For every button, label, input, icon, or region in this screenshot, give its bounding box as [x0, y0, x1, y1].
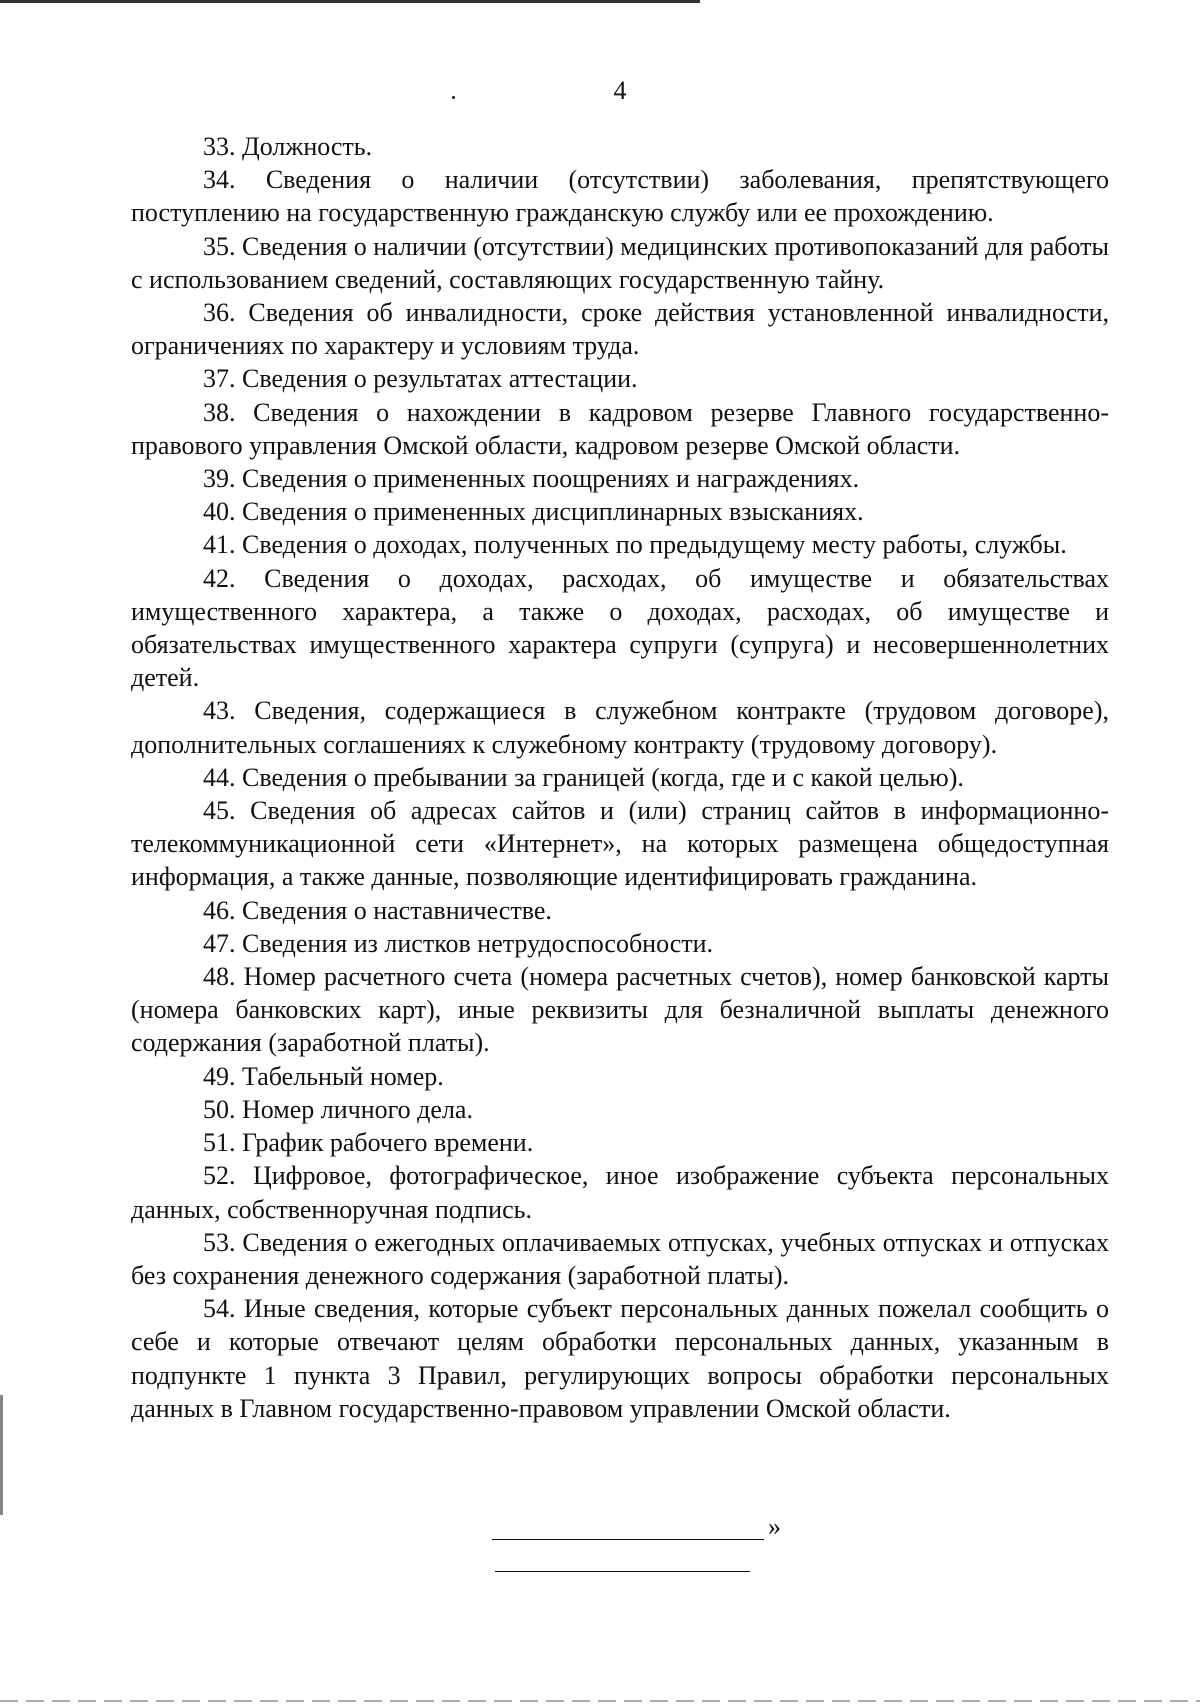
paragraph-47: 47. Сведения из листков нетрудоспособности.: [203, 928, 714, 958]
paragraph-34: 34. Сведения о наличии (отсутствии) заболевания, препятствующего поступлению на государственную гражданскую службу или ее прохождению.: [131, 165, 1109, 228]
document-body: [131, 130, 1109, 1425]
end-rule: [495, 1571, 750, 1572]
paragraph-39: 39. Сведения о примененных поощрениях и награждениях.: [203, 464, 860, 494]
paragraph-35: 35. Сведения о наличии (отсутствии) медицинских противопоказаний для работы с использованием сведений, составляющих государственную тайну.: [131, 231, 1109, 294]
paragraph-41: 41. Сведения о доходах, полученных по предыдущему месту работы, службы.: [203, 530, 1067, 560]
paragraph-53: 53. Сведения о ежегодных оплачиваемых отпусках, учебных отпусках и отпусках без сохранения денежного содержания (заработной платы).: [131, 1227, 1109, 1290]
scan-edge-bottom: [0, 1700, 1200, 1702]
scan-speck: [452, 96, 455, 99]
scan-edge-left: [0, 1395, 3, 1515]
paragraph-37: 37. Сведения о результатах аттестации.: [203, 364, 638, 394]
paragraph-52: 52. Цифровое, фотографическое, иное изображение субъекта персональных данных, собственноручная подпись.: [131, 1161, 1109, 1224]
paragraph-49: 49. Табельный номер.: [203, 1061, 444, 1091]
paragraph-38: 38. Сведения о нахождении в кадровом резерве Главного государственно-правового управления Омской области, кадровом резерве Омской области.: [131, 397, 1109, 460]
paragraph-45: 45. Сведения об адресах сайтов и (или) страниц сайтов в информационно-телекоммуникационной сети «Интернет», на которых размещена общедоступная информация, а также данные, позволяющие идентифицировать гражданина.: [131, 796, 1109, 892]
paragraph-44: 44. Сведения о пребывании за границей (когда, где и с какой целью).: [203, 762, 964, 792]
page-number: 4: [613, 76, 627, 105]
closing-rule: [492, 1539, 764, 1540]
paragraph-46: 46. Сведения о наставничестве.: [203, 895, 552, 925]
paragraph-42: 42. Сведения о доходах, расходах, об имуществе и обязательствах имущественного характера, а также о доходах, расходах, об имуществе и обязательствах имущественного характера супруги (супруга) и несовершеннолетних детей.: [131, 563, 1109, 693]
paragraph-40: 40. Сведения о примененных дисциплинарных взысканиях.: [203, 497, 864, 527]
paragraph-43: 43. Сведения, содержащиеся в служебном контракте (трудовом договоре), дополнительных соглашениях к служебному контракту (трудовому договору).: [131, 696, 1109, 759]
paragraph-48: 48. Номер расчетного счета (номера расчетных счетов), номер банковской карты (номера банковских карт), иные реквизиты для безналичной выплаты денежного содержания (заработной платы).: [131, 962, 1109, 1058]
scan-edge-top: [0, 0, 700, 3]
paragraph-36: 36. Сведения об инвалидности, сроке действия установленной инвалидности, ограничениях по характеру и условиям труда.: [131, 298, 1109, 361]
paragraph-51: 51. График рабочего времени.: [203, 1128, 534, 1158]
paragraph-50: 50. Номер личного дела.: [203, 1094, 473, 1124]
paragraph-54: 54. Иные сведения, которые субъект персональных данных пожелал сообщить о себе и которые отвечают целям обработки персональных данных, указанным в подпункте 1 пункта 3 Правил, регулирующих вопросы обработки персональных данных в Главном государственно-правовом управлении Омской области.: [131, 1294, 1109, 1423]
closing-block: [492, 1512, 792, 1546]
closing-quote-mark: »: [768, 1512, 781, 1541]
paragraph-33: 33. Должность.: [203, 132, 373, 161]
